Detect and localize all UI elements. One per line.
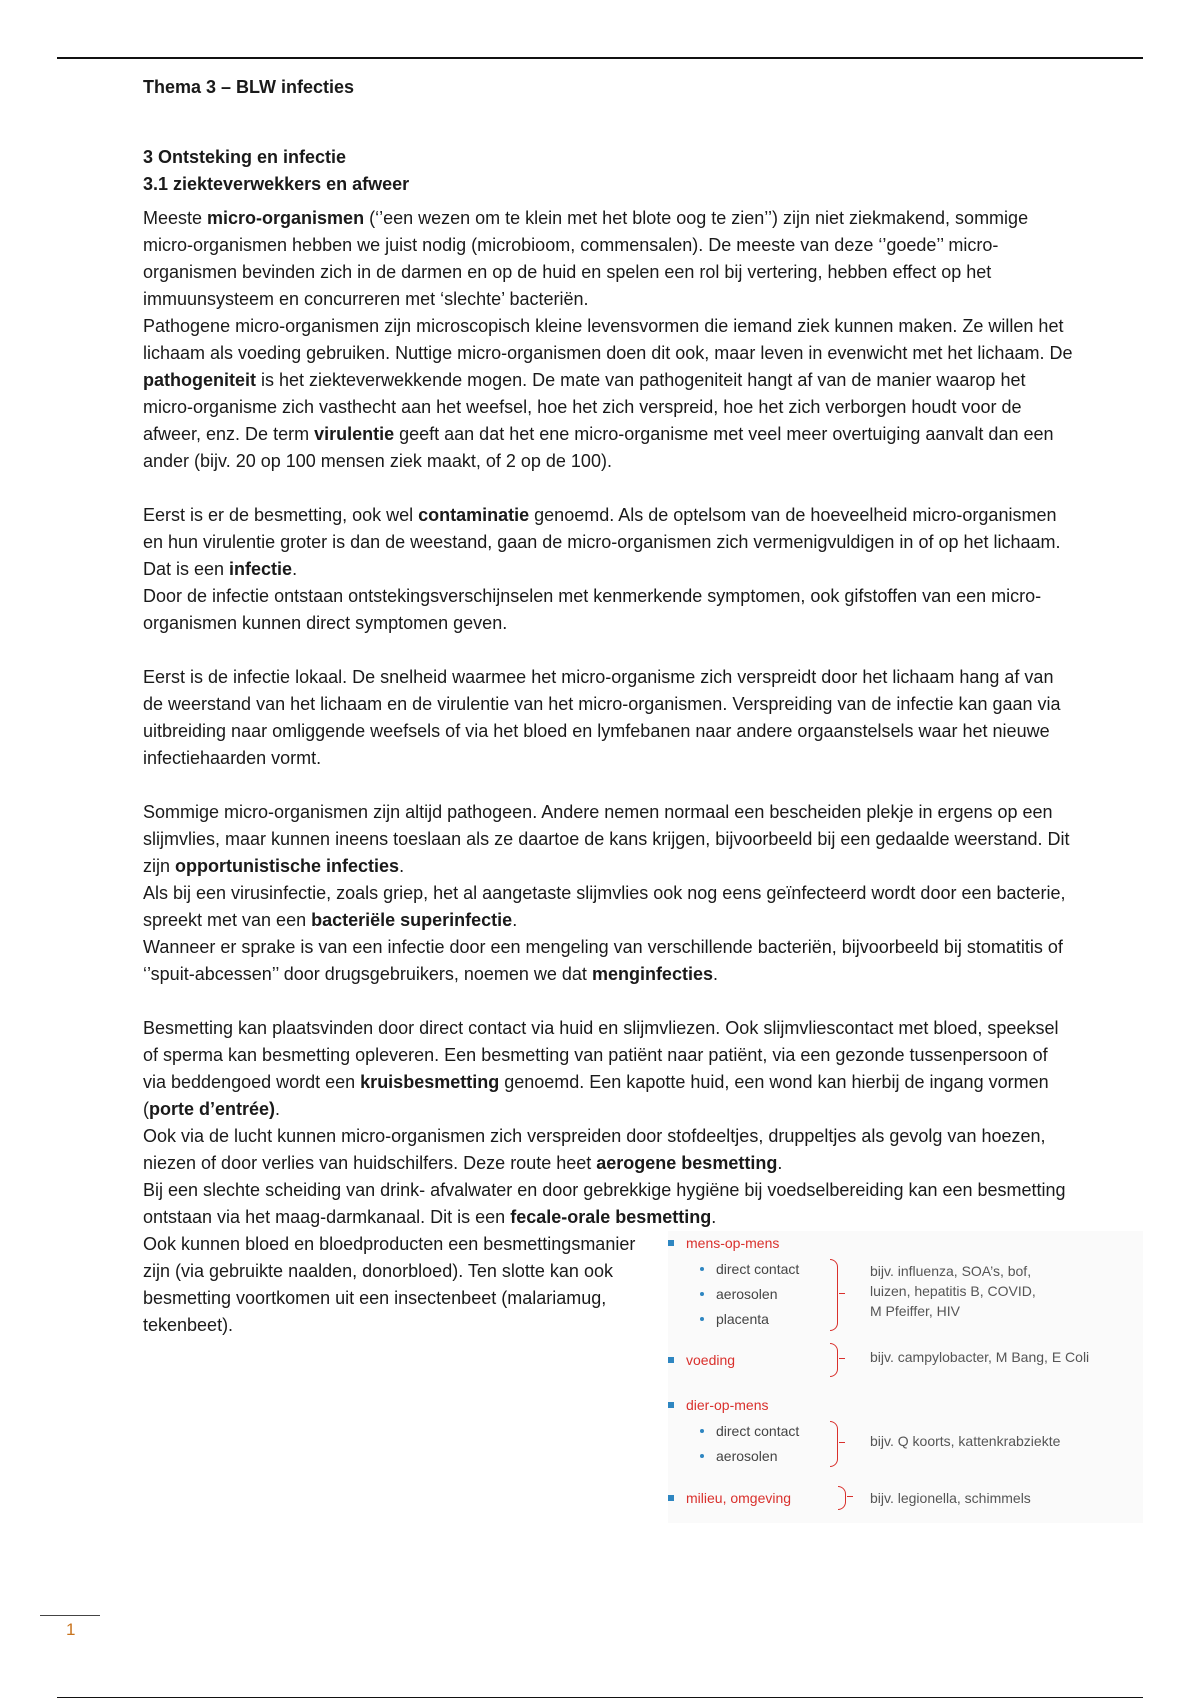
paragraph-group-1 [143,205,1073,475]
document-header-title: Thema 3 – BLW infecties [143,77,355,97]
term-bacteriele-superinfectie: bacteriële superinfectie [311,910,513,930]
square-bullet-icon [668,1495,674,1501]
brace-tip-icon [847,1496,853,1497]
dot-bullet-icon [700,1267,704,1271]
brace-tip-icon [839,1293,845,1294]
paragraph-aerogene: Ook via de lucht kunnen micro-organismen zich verspreiden door stofdeeltjes, druppeltjes als gevolg van hoezen, niezen of door verlies van huidschilfers. Deze route heet aerogene besmetting. [143,1126,1046,1173]
term-infectie: infectie [229,559,293,579]
diagram-category-milieu [668,1488,791,1508]
brace-icon [830,1343,838,1377]
diagram-subitem: placenta [700,1309,769,1329]
paragraph-opportunistisch: Sommige micro-organismen zijn altijd pathogeen. Andere nemen normaal een bescheiden plekje in ergens op een slijmvlies, maar kunnen ineens toeslaan als ze daartoe de kans krijgen, bijvoorbeeld bij een gedaalde weerstand. Dit zijn opportunistische infecties. [143,802,1070,876]
paragraph-superinfectie: Als bij een virusinfectie, zoals griep, het al aangetaste slijmvlies ook nog eens geïnfecteerd wordt door een bacterie, spreekt met van een bacteriële superinfectie. [143,883,1066,930]
diagram-example-mens-op-mens: bijv. influenza, SOA’s, bof, luizen, hepatitis B, COVID, M Pfeiffer, HIV [870,1263,1036,1319]
paragraph-bloed-insecten: Ook kunnen bloed en bloedproducten een besmettingsmanier zijn (via gebruikte naalden, donorbloed). Ten slotte kan ook besmetting voortkomen uit een insectenbeet (malariamug, tekenbeet). [143,1234,636,1335]
paragraph-fecaal-oraal: Bij een slechte scheiding van drink- afvalwater en door gebrekkige hygiëne bij voedselbereiding kan een besmetting ontstaan via het maag-darmkanaal. Dit is een fecale-orale besmetting. [143,1180,1066,1227]
square-bullet-icon [668,1357,674,1363]
section-heading: 3 Ontsteking en infectie [143,147,347,167]
footer-rule [40,1615,100,1616]
brace-tip-icon [839,1358,845,1359]
page-number: 1 [66,1620,76,1639]
paragraph-bloed-insecten-wrapper [143,1231,663,1339]
header-rule [57,57,1143,59]
section-subheading: 3.1 ziekteverwekkers en afweer [143,174,410,194]
brace-tip-icon [839,1442,845,1443]
diagram-subitem: direct contact [700,1421,799,1441]
term-fecale-orale-besmetting: fecale-orale besmetting [510,1207,712,1227]
term-kruisbesmetting: kruisbesmetting [360,1072,500,1092]
square-bullet-icon [668,1402,674,1408]
term-pathogeniteit: pathogeniteit [143,370,256,390]
diagram-category-voeding [668,1350,735,1370]
dot-bullet-icon [700,1292,704,1296]
diagram-category-mens-op-mens [668,1233,779,1253]
paragraph-kruisbesmetting: Besmetting kan plaatsvinden door direct contact via huid en slijmvliezen. Ook slijmvliescontact met bloed, speeksel of sperma kan besmetting opleveren. Een besmetting van patiënt naar patiënt, via een gezonde tussenpersoon of via beddengoed wordt een kruisbesmetting genoemd. Een kapotte huid, een wond kan hierbij de ingang vormen (porte d’entrée). [143,1018,1059,1119]
brace-icon [830,1259,838,1331]
dot-bullet-icon [700,1429,704,1433]
paragraph-group-5 [143,1015,1073,1231]
transmission-section [143,1231,1143,1531]
diagram-subitem: aerosolen [700,1284,778,1304]
term-menginfecties: menginfecties [591,964,713,984]
term-aerogene-besmetting: aerogene besmetting [596,1153,778,1173]
term-virulentie: virulentie [314,424,395,444]
transmission-diagram [668,1231,1143,1523]
diagram-subitem: aerosolen [700,1446,778,1466]
paragraph-contaminatie: Eerst is er de besmetting, ook wel contaminatie genoemd. Als de optelsom van de hoeveelheid micro-organismen en hun virulentie groter is dan de weestand, gaan de micro-organismen zich vermenigvuldigen in of op het lichaam. Dat is een infectie. [143,505,1061,579]
diagram-category-label: milieu, omgeving [686,1490,792,1506]
paragraph-micro-organismen: Meeste micro-organismen (‘’een wezen om te klein met het blote oog te zien’’) zijn niet ziekmakend, sommige micro-organismen hebben we juist nodig (microbioom, commensalen). De meeste van deze ‘’goede’’ micro-organismen bevinden zich in de darmen en op de huid en spelen een rol bij vertering, hebben effect op het immuunsysteem en concurreren met ‘slechte’ bacteriën. [143,208,1029,309]
dot-bullet-icon [700,1454,704,1458]
diagram-category-label: voeding [686,1352,736,1368]
diagram-example-milieu: bijv. legionella, schimmels [870,1490,1031,1506]
brace-icon [838,1486,846,1510]
paragraph-menginfecties: Wanneer er sprake is van een infectie door een mengeling van verschillende bacteriën, bijvoorbeeld bij stomatitis of ‘’spuit-abcessen’’ door drugsgebruikers, noemen we dat menginfecties. [143,937,1063,984]
diagram-example-dier-op-mens: bijv. Q koorts, kattenkrabziekte [870,1433,1061,1449]
diagram-category-label: mens-op-mens [686,1235,780,1251]
diagram-subitem: direct contact [700,1259,799,1279]
paragraph-group-3 [143,664,1073,772]
term-contaminatie: contaminatie [418,505,530,525]
term-opportunistische-infecties: opportunistische infecties [175,856,400,876]
paragraph-pathogeniteit: Pathogene micro-organismen zijn microscopisch kleine levensvormen die iemand ziek kunnen maken. Ze willen het lichaam als voeding gebruiken. Nuttige micro-organismen doen dit ook, maar leven in evenwicht met het lichaam. De pathogeniteit is het ziekteverwekkende mogen. De mate van pathogeniteit hangt af van de manier waarop het micro-organisme zich vasthecht aan het weefsel, hoe het zich verspreid, hoe het zich verborgen houdt voor de afweer, enz. De term virulentie geeft aan dat het ene micro-organisme met veel meer overtuiging aanvalt dan een ander (bijv. 20 op 100 mensen ziek maakt, of 2 op de 100). [143,316,1073,471]
paragraph-group-4 [143,799,1073,988]
dot-bullet-icon [700,1317,704,1321]
term-porte-dentree: porte d’entrée) [149,1099,276,1119]
footer-page-rule [57,1697,1143,1698]
diagram-category-dier-op-mens [668,1395,768,1415]
term-micro-organismen: micro-organismen [207,208,365,228]
paragraph-verspreiding: Eerst is de infectie lokaal. De snelheid waarmee het micro-organisme zich verspreidt door het lichaam hang af van de weerstand van het lichaam en de virulentie van het micro-organismen. Verspreiding van de infectie kan gaan via uitbreiding naar omliggende weefsels of via het bloed en lymfebanen naar andere orgaanstelsels waar het nieuwe infectiehaarden vormt. [143,667,1061,768]
diagram-example-voeding: bijv. campylobacter, M Bang, E Coli [870,1349,1090,1365]
square-bullet-icon [668,1240,674,1246]
paragraph-group-2 [143,502,1073,637]
document-body [143,74,1143,1531]
paragraph-ontsteking: Door de infectie ontstaan ontstekingsverschijnselen met kenmerkende symptomen, ook gifstoffen van een micro-organismen kunnen direct symptomen geven. [143,586,1042,633]
diagram-category-label: dier-op-mens [686,1397,769,1413]
brace-icon [830,1421,838,1467]
